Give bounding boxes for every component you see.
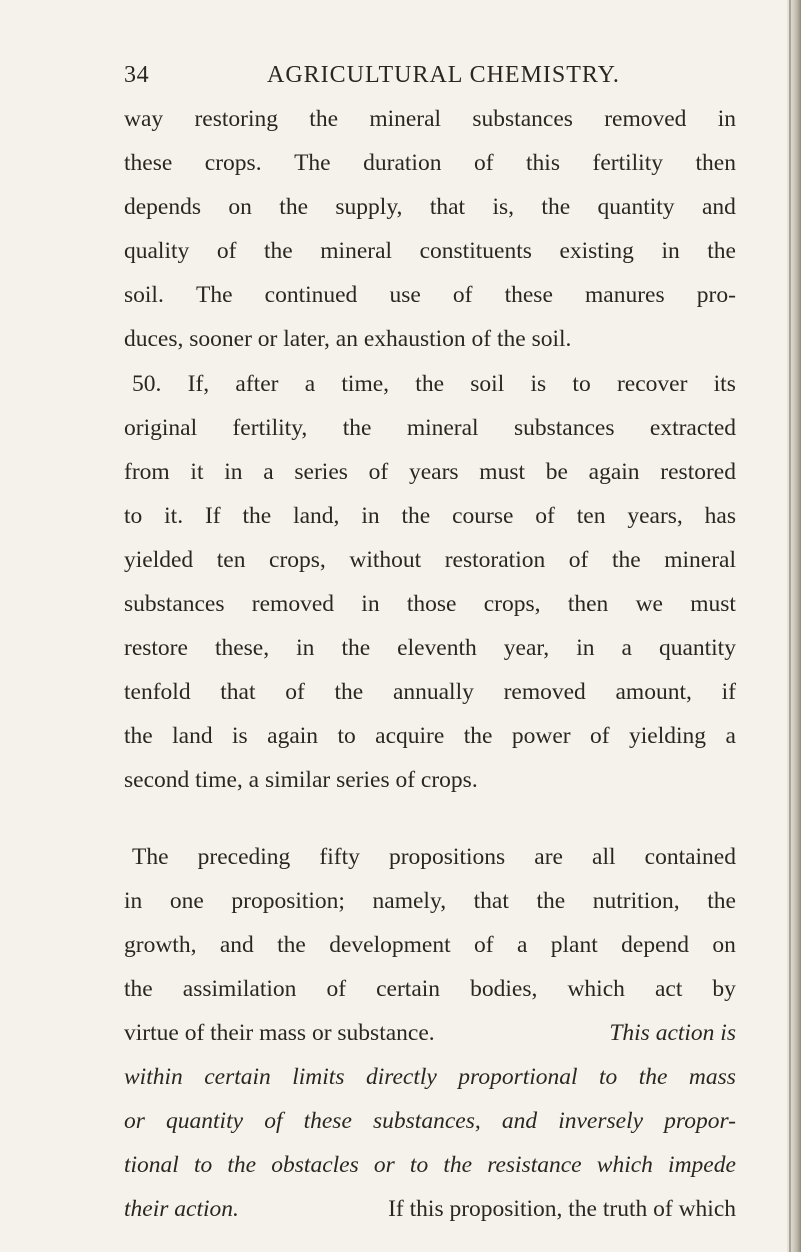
word: a [304,370,316,397]
word: to [193,1152,213,1179]
word: to [124,502,143,529]
word: continued [264,282,358,309]
text-line [124,1187,736,1231]
word: recover [616,370,688,397]
word: substances, [373,1108,481,1135]
word: resistance [487,1152,582,1179]
word: substances [472,106,573,132]
text-line: second time, a similar series of crops. [124,767,478,794]
roman-text: If this proposition, the truth of which [388,1196,736,1223]
word: a [725,723,736,750]
word: after [235,370,279,397]
word: mineral [664,546,736,573]
word: The [132,843,169,870]
word: substances [513,414,615,441]
word: of [568,546,589,573]
word: in [124,887,143,914]
word: the [707,238,736,265]
paragraph-gap [124,803,736,835]
word: the [227,1152,257,1179]
word: soil. [124,282,164,309]
word: development [329,931,451,958]
word: these, [214,635,270,662]
italic-text-line [124,1055,736,1099]
word: act [654,975,683,1002]
word: proposition; [231,887,345,914]
word: removed [604,106,687,132]
word: of [473,150,494,177]
text-line [124,185,736,229]
word: the [463,723,493,750]
word: 50. [132,370,162,397]
word: the [309,106,339,132]
word: use [389,282,421,309]
word: assimilation [182,975,297,1002]
word: acquire [375,723,445,750]
roman-text: virtue of their mass or substance. [124,1019,435,1046]
word: namely, [372,887,447,914]
word: in [576,635,595,662]
word: of [216,238,237,265]
word: mineral [369,106,442,132]
text-line [124,273,736,317]
word: annually [392,679,474,706]
word: and [501,1108,538,1135]
word: and [701,194,736,221]
word: plant [550,931,598,958]
word: we [635,591,663,618]
word: the [341,635,371,662]
word: of [326,975,347,1002]
word: or [124,1108,145,1135]
word: obstacles [271,1152,359,1179]
word: the [541,194,571,221]
word: soil [470,370,505,397]
word: of [264,1108,283,1135]
word: power [511,723,571,750]
word: is, [492,194,515,221]
word: it [190,458,204,485]
word: If, [187,370,210,397]
word: in [361,591,380,618]
page-gutter-shadow [789,0,791,1252]
word: the [638,1063,668,1090]
word: land [172,723,213,750]
word: directly [365,1063,437,1090]
word: duration [363,150,442,177]
word: If [204,502,221,529]
italic-text: their action. [124,1196,239,1223]
word: bodies, [470,975,538,1002]
word: has [704,502,736,529]
word: quantity [597,194,675,221]
word: in [661,238,680,265]
word: one [169,887,204,914]
word: inversely [558,1108,644,1135]
word: which [596,1152,653,1179]
page-number: 34 [124,62,150,88]
text-line [124,835,736,879]
word: growth, [124,931,197,958]
page-header [124,62,736,96]
word: mineral [406,414,479,441]
word: pro- [696,282,736,309]
word: depend [621,931,690,958]
word: constituents [419,238,532,265]
word: by [712,975,736,1002]
word: a [621,635,632,662]
word: The [294,150,331,177]
italic-text-line [124,1143,736,1187]
body-text [124,97,736,1231]
word: in [224,458,243,485]
word: fertility, [232,414,308,441]
word: ten [576,502,606,529]
word: these [124,150,173,177]
word: of [474,931,494,958]
word: quality [124,238,190,265]
text-line [124,626,736,670]
word: a [263,458,274,485]
word: that [220,679,256,706]
word: that [429,194,466,221]
word: yielded [124,546,194,573]
word: of [535,502,555,529]
running-title: AGRICULTURAL CHEMISTRY. [267,62,620,88]
word: tenfold [124,679,191,706]
word: restoration [444,546,546,573]
text-line [124,97,736,141]
word: to [409,1152,429,1179]
word: the [263,238,293,265]
word: the [124,975,153,1002]
word: existing [559,238,634,265]
word: the [707,887,736,914]
word: in [717,106,736,132]
word: it. [164,502,184,529]
paragraph-3 [124,835,736,1232]
word: is [232,723,248,750]
word: the [334,679,364,706]
word: the [443,1152,473,1179]
word: The [195,282,233,309]
word: years, [627,502,683,529]
word: in [296,635,315,662]
word: of [590,723,610,750]
word: which [567,975,625,1002]
italic-text: This action is [609,1019,736,1046]
word: land, [293,502,340,529]
word: the [277,931,306,958]
word: be [545,458,568,485]
word: those [406,591,457,618]
word: a [516,931,528,958]
word: restored [660,458,736,485]
word: propositions [388,843,506,870]
word: removed [251,591,335,618]
word: that [473,887,509,914]
word: removed [503,679,586,706]
word: the [242,502,272,529]
word: of [452,282,473,309]
word: certain [204,1063,271,1090]
text-line [124,879,736,923]
word: year, [503,635,550,662]
word: then [567,591,609,618]
word: substances [124,591,225,618]
word: the [415,370,445,397]
word: mineral [320,238,393,265]
word: way [124,106,164,132]
word: the [342,414,372,441]
word: the [536,887,566,914]
word: on [228,194,252,221]
word: its [713,370,736,397]
word: quantity [166,1108,244,1135]
italic-text-line [124,1099,736,1143]
word: must [479,458,526,485]
word: crops. [204,150,262,177]
paragraph-1 [124,97,736,362]
word: amount, [615,679,692,706]
word: or [373,1152,395,1179]
word: fifty [319,843,360,870]
text-line [124,406,736,450]
word: in [361,502,380,529]
text-line [124,670,736,714]
word: ten [216,546,246,573]
word: tional [124,1152,179,1179]
word: impede [668,1152,736,1179]
word: from [124,458,170,485]
word: then [695,150,736,177]
word: without [349,546,422,573]
text-line [124,967,736,1011]
text-line [124,362,736,406]
word: this [526,150,560,177]
text-line [124,1011,736,1055]
word: mass [688,1063,736,1090]
word: again [267,723,319,750]
text-line [124,229,736,273]
word: to [572,370,591,397]
word: time, [341,370,390,397]
text-line [124,538,736,582]
word: contained [644,843,736,870]
text-line [124,923,736,967]
word: crops, [483,591,541,618]
word: restoring [194,106,278,132]
text-line: duces, sooner or later, an exhaustion of the soil. [124,326,572,353]
text-line [124,494,736,538]
word: if [721,679,736,706]
word: proportional [458,1063,578,1090]
word: on [712,931,736,958]
word: restore [124,635,188,662]
word: these [504,282,553,309]
word: to [337,723,356,750]
word: eleventh [397,635,477,662]
word: depends [124,194,202,221]
word: nutrition, [592,887,680,914]
word: series [294,458,348,485]
word: the [124,723,153,750]
word: of [368,458,389,485]
word: extracted [649,414,736,441]
word: certain [376,975,441,1002]
word: preceding [197,843,291,870]
paragraph-2 [124,362,736,803]
text-line [124,450,736,494]
word: to [599,1063,618,1090]
word: again [588,458,640,485]
word: yielding [629,723,707,750]
word: the [401,502,431,529]
word: supply, [335,194,403,221]
word: the [611,546,641,573]
word: crops, [269,546,326,573]
word: years [408,458,459,485]
word: manures [585,282,665,309]
word: course [452,502,514,529]
word: limits [292,1063,345,1090]
word: propor- [664,1108,736,1135]
word: all [592,843,616,870]
text-line [124,714,736,758]
word: quantity [658,635,736,662]
text-line [124,141,736,185]
word: is [530,370,547,397]
word: these [303,1108,352,1135]
word: the [279,194,309,221]
text-line [124,582,736,626]
word: and [219,931,254,958]
word: are [534,843,563,870]
word: fertility [592,150,663,177]
word: original [124,414,198,441]
word: must [690,591,736,618]
word: within [124,1063,183,1090]
word: of [285,679,305,706]
